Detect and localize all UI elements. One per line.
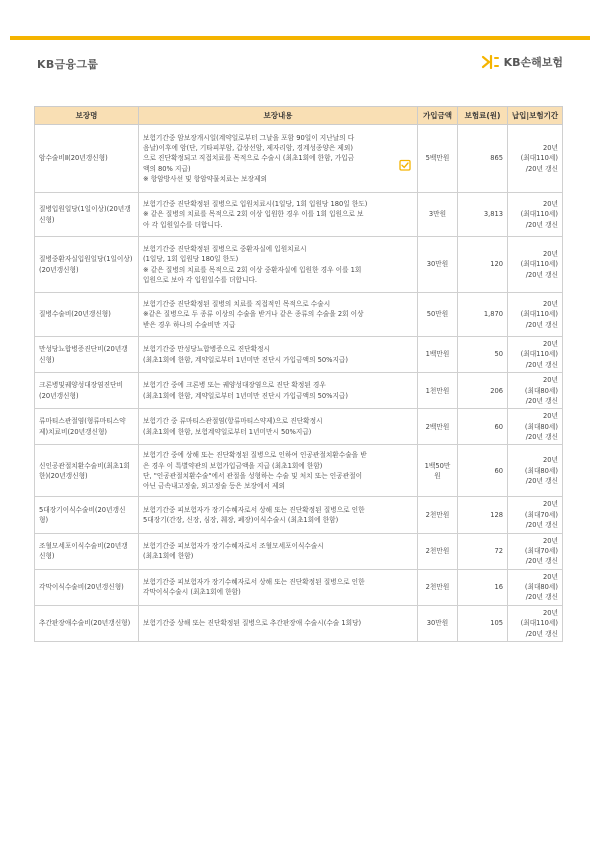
- premium: 3,813: [458, 193, 508, 237]
- payment-period-line: /20년 갱신: [525, 593, 558, 602]
- insured-amount: 5백만원: [418, 125, 458, 193]
- payment-period: [508, 569, 563, 605]
- payment-period-line: 20년: [543, 299, 558, 308]
- insured-amount: 1백50만원: [418, 445, 458, 497]
- coverage-detail: [139, 373, 418, 409]
- payment-period-line: /20년 갱신: [525, 360, 558, 369]
- coverage-detail-line: 보험기간중 피보험자가 장기수혜자로서 상해 또는 진단확정된 질병으로 인한: [143, 577, 365, 586]
- coverage-detail-line: ※ 같은 질병의 치료를 목적으로 2회 이상 입원한 경우 이를 1회 입원으로 보: [143, 210, 364, 219]
- coverage-detail-line: 보험기간중 암보장개시일(계약일로부터 그날을 포함 90일이 지난날의 다: [143, 133, 355, 142]
- coverage-detail-line: 아 각 입원일수를 더합니다.: [143, 220, 223, 229]
- coverage-detail-line: 보험기간중 진단확정된 질병으로 입원치료시(1일당, 1회 입원당 180일 한도): [143, 199, 368, 208]
- payment-period-line: (최대110세): [520, 619, 558, 628]
- coverage-detail-line: 각막이식수술시 (최초1회에 한함): [143, 588, 241, 597]
- premium: 865: [458, 125, 508, 193]
- premium: 206: [458, 373, 508, 409]
- coverage-detail-line: ※ 같은 질병의 치료를 목적으로 2회 이상 중환자실에 입원한 경우 이를 1회: [143, 265, 362, 274]
- payment-period-line: 20년: [543, 608, 558, 617]
- payment-period-line: /20년 갱신: [525, 396, 558, 405]
- payment-period-line: 20년: [543, 340, 558, 348]
- kb-insurance-logo: [481, 54, 563, 70]
- coverage-table-header: [35, 107, 563, 125]
- payment-period: [508, 337, 563, 373]
- coverage-name: 질병수술비(20년갱신형): [35, 293, 139, 337]
- coverage-name: 류마티스관절염(형류마티스약제)치료비(20년갱신형): [35, 409, 139, 445]
- payment-period: [508, 533, 563, 569]
- coverage-name: 각막이식수술비(20년갱신형): [35, 569, 139, 605]
- coverage-detail: [139, 569, 418, 605]
- top-accent-bar: [10, 36, 590, 40]
- payment-period: [508, 497, 563, 533]
- coverage-detail-line: 보험기간 중 류마티스관절염(항류마티스약제)으로 진단확정시: [143, 417, 323, 426]
- payment-period-line: 20년: [543, 456, 558, 465]
- coverage-detail-line: 으로 진단확정되고 직접치료를 목적으로 수술시 (최초1회에 한함, 가입금: [143, 154, 355, 163]
- payment-period-line: /20년 갱신: [525, 164, 558, 173]
- payment-period: [508, 409, 563, 445]
- payment-period-line: 20년: [543, 572, 558, 581]
- coverage-detail: [139, 533, 418, 569]
- insured-amount: 2천만원: [418, 569, 458, 605]
- coverage-detail-line: 보험기간중 상해 또는 진단확정된 질병으로 추간판장애 수술시(수술 1회당): [143, 619, 362, 628]
- table-row: [35, 125, 563, 193]
- table-row: [35, 337, 563, 373]
- coverage-detail-line: (최초1회에 한함): [143, 552, 194, 561]
- coverage-detail-line: 보험기간중 피보험자가 장기수혜자로서 상해 또는 진단확정된 질병으로 인한: [143, 505, 365, 514]
- premium: 72: [458, 533, 508, 569]
- kb-financial-group-logo: KB금융그룹: [37, 58, 99, 71]
- column-header-premium: 보험료(원): [458, 107, 508, 125]
- payment-period-line: /20년 갱신: [525, 320, 558, 329]
- payment-period: [508, 373, 563, 409]
- coverage-name: 신인공관절치환수술비(최초1회한)(20년갱신형): [35, 445, 139, 497]
- payment-period-line: /20년 갱신: [525, 557, 558, 566]
- payment-period-line: (최대80세): [524, 422, 558, 431]
- premium: 16: [458, 569, 508, 605]
- coverage-name: 암수술비Ⅱ(20년갱신형): [35, 125, 139, 193]
- payment-period-line: 20년: [543, 500, 558, 509]
- coverage-name: 추간판장애수술비(20년갱신형): [35, 605, 139, 641]
- payment-period-line: (최대80세): [524, 466, 558, 475]
- payment-period-line: /20년 갱신: [525, 433, 558, 441]
- insured-amount: 1백만원: [418, 337, 458, 373]
- coverage-detail-line: ※같은 질병으로 두 종류 이상의 수술을 받거나 같은 종류의 수술을 2회 이상: [143, 310, 364, 319]
- coverage-detail-line: 5대장기(간장, 신장, 심장, 췌장, 폐장)이식수술시 (최초1회에 한함): [143, 515, 339, 524]
- insured-amount: 30만원: [418, 237, 458, 293]
- coverage-detail-line: 보험기간중 진단확정된 질병으로 중환자실에 입원치료시: [143, 244, 307, 253]
- coverage-table: [34, 106, 563, 642]
- coverage-detail: [139, 445, 418, 497]
- payment-period-line: 20년: [543, 536, 558, 545]
- table-row: [35, 293, 563, 337]
- coverage-detail: [139, 293, 418, 337]
- insured-amount: 50만원: [418, 293, 458, 337]
- table-row: [35, 569, 563, 605]
- checklist-icon: [399, 159, 411, 171]
- insured-amount: 2천만원: [418, 533, 458, 569]
- payment-period-line: (최대70세): [524, 510, 558, 519]
- insured-amount: 2천만원: [418, 497, 458, 533]
- premium: 1,870: [458, 293, 508, 337]
- payment-period-line: /20년 갱신: [525, 629, 558, 638]
- payment-period: [508, 293, 563, 337]
- payment-period: [508, 445, 563, 497]
- column-header-payment-period: 납입|보험기간: [508, 107, 563, 125]
- table-row: [35, 373, 563, 409]
- coverage-detail-line: 액의 80% 지급): [143, 164, 191, 173]
- payment-period: [508, 193, 563, 237]
- payment-period-line: 20년: [543, 199, 558, 208]
- payment-period-line: /20년 갱신: [525, 270, 558, 279]
- payment-period-line: /20년 갱신: [525, 477, 558, 486]
- payment-period-line: (최대110세): [520, 260, 558, 269]
- table-row: [35, 237, 563, 293]
- coverage-detail: [139, 497, 418, 533]
- coverage-name: 5대장기이식수술비(20년갱신형): [35, 497, 139, 533]
- premium: 105: [458, 605, 508, 641]
- payment-period-line: (최대80세): [524, 386, 558, 395]
- coverage-detail-line: 보험기간 중에 크론병 또는 궤양성대장염으로 진단 확정된 경우: [143, 381, 326, 390]
- coverage-detail-line: (최초1회에 한함, 보험계약일로부터 1년미만시 50%지급): [143, 427, 312, 436]
- table-row: [35, 533, 563, 569]
- coverage-detail: [139, 125, 418, 193]
- payment-period: [508, 605, 563, 641]
- table-row: [35, 445, 563, 497]
- column-header-coverage-name: 보장명: [35, 107, 139, 125]
- payment-period: [508, 237, 563, 293]
- premium: 128: [458, 497, 508, 533]
- column-header-insured-amount: 가입금액: [418, 107, 458, 125]
- coverage-detail-line: 단, "인공관절치환수술"에서 관절을 성형하는 수술 및 처치 또는 인공관절이: [143, 471, 363, 480]
- table-row: [35, 605, 563, 641]
- coverage-detail-line: (1일당, 1회 입원당 180일 한도): [143, 255, 239, 264]
- payment-period-line: 20년: [543, 249, 558, 258]
- coverage-detail: [139, 605, 418, 641]
- coverage-detail-line: 아닌 금속내고정술, 외고정술 등은 보장에서 제외: [143, 482, 285, 491]
- coverage-detail-line: (최초1회에 한함, 계약일로부터 1년미만 진단시 가입금액의 50%지급): [143, 391, 348, 400]
- insured-amount: 3만원: [418, 193, 458, 237]
- coverage-detail-line: (최초1회에 한함, 계약일로부터 1년미만 진단시 가입금액의 50%지급): [143, 355, 348, 364]
- coverage-detail-line: ※ 항암방사선 및 항암약물치료는 보장제외: [143, 175, 267, 184]
- coverage-name: 만성당뇨합병증진단비(20년갱신형): [35, 337, 139, 373]
- coverage-detail-line: 받은 경우 하나의 수술비만 지급: [143, 320, 236, 329]
- insured-amount: 2백만원: [418, 409, 458, 445]
- brand-right-label: KB손해보험: [503, 56, 563, 69]
- payment-period-line: /20년 갱신: [525, 521, 558, 530]
- coverage-detail-line: 보험기간중 만성당뇨합병증으로 진단확정시: [143, 345, 270, 354]
- insured-amount: 30만원: [418, 605, 458, 641]
- payment-period-line: 20년: [543, 143, 558, 152]
- payment-period-line: (최대80세): [524, 583, 558, 591]
- coverage-detail: [139, 193, 418, 237]
- table-row: [35, 193, 563, 237]
- coverage-detail-line: 음날)이후에 암(단, 기타피부암, 갑상선암, 제자리암, 경계성종양은 제외): [143, 143, 353, 152]
- coverage-detail: [139, 237, 418, 293]
- payment-period: [508, 125, 563, 193]
- column-header-coverage-detail: 보장내용: [139, 107, 418, 125]
- payment-period-line: (최대70세): [524, 546, 558, 555]
- coverage-name: 질병입원일당(1일이상)(20년갱신형): [35, 193, 139, 237]
- premium: 120: [458, 237, 508, 293]
- payment-period-line: (최대110세): [520, 210, 558, 219]
- coverage-detail-line: 입원으로 보아 각 입원일수를 더합니다.: [143, 275, 257, 284]
- payment-period-line: (최대110세): [520, 350, 558, 359]
- premium: 50: [458, 337, 508, 373]
- kb-star-icon: [481, 55, 499, 69]
- payment-period-line: (최대110세): [520, 154, 558, 163]
- coverage-detail-line: 보험기간 중에 상해 또는 진단확정된 질병으로 인하여 인공관절치환수술을 받: [143, 451, 367, 460]
- payment-period-line: /20년 갱신: [525, 220, 558, 229]
- payment-period-line: 20년: [543, 376, 558, 385]
- coverage-detail-line: 보험기간중 진단확정된 질병의 치료를 직접적인 목적으로 수술시: [143, 299, 331, 308]
- coverage-name: 질병중환자실입원일당(1일이상)(20년갱신형): [35, 237, 139, 293]
- coverage-detail-line: 은 경우 이 특별약관의 보험가입금액을 지급 (최초1회에 한함): [143, 461, 323, 470]
- insured-amount: 1천만원: [418, 373, 458, 409]
- coverage-name: 조혈모세포이식수술비(20년갱신형): [35, 533, 139, 569]
- premium: 60: [458, 445, 508, 497]
- coverage-detail: [139, 337, 418, 373]
- coverage-name: 크론병및궤양성대장염진단비(20년갱신형): [35, 373, 139, 409]
- table-row: [35, 497, 563, 533]
- payment-period-line: (최대110세): [520, 310, 558, 319]
- payment-period-line: 20년: [543, 412, 558, 421]
- coverage-detail-line: 보험기간중 피보험자가 장기수혜자로서 조혈모세포이식수술시: [143, 541, 324, 550]
- coverage-detail: [139, 409, 418, 445]
- table-row: [35, 409, 563, 445]
- premium: 60: [458, 409, 508, 445]
